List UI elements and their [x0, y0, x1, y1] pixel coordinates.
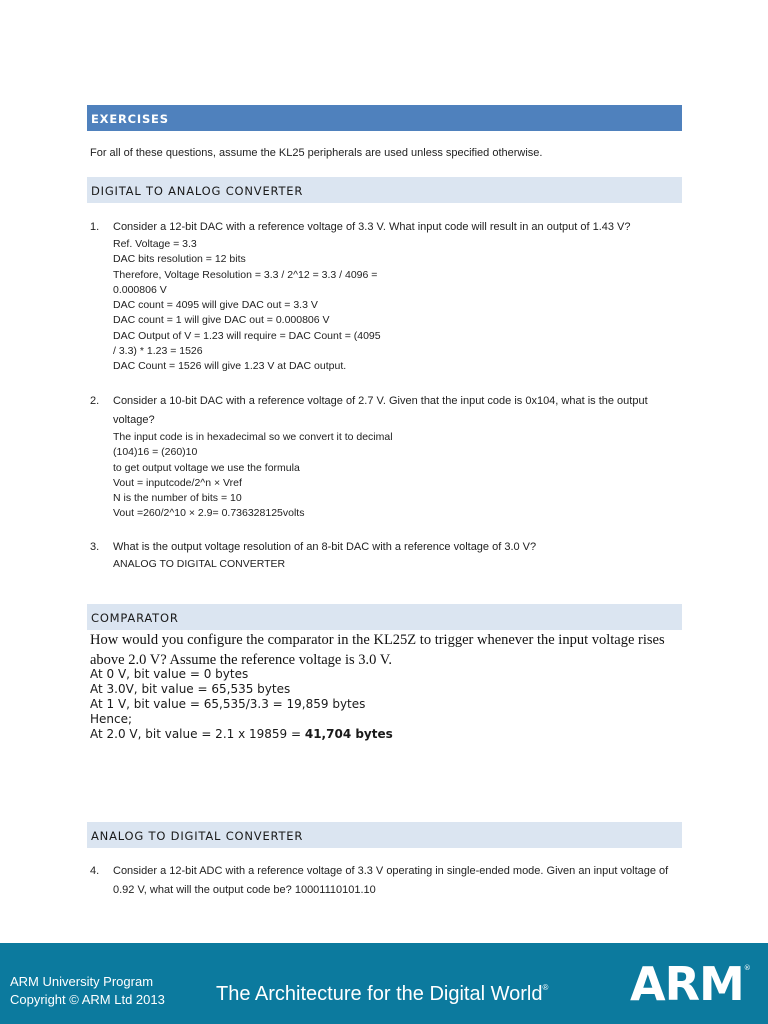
answer-line: Ref. Voltage = 3.3	[113, 238, 197, 250]
copyright-text: Copyright © ARM Ltd 2013	[10, 992, 165, 1007]
tagline-text: The Architecture for the Digital World	[216, 983, 543, 1005]
answer-block	[113, 430, 685, 522]
answer-line: At 1 V, bit value = 65,535/3.3 = 19,859 bytes	[90, 697, 366, 711]
comparator-question: How would you configure the comparator in the KL25Z to trigger whenever the input voltage rises above 2.0 V? Assume the reference voltage is 3.0 V.	[90, 632, 665, 668]
answer-line: DAC Output of V = 1.23 will require = DAC Count = (4095	[113, 329, 381, 342]
answer-result: 41,704 bytes	[304, 727, 393, 741]
intro-text: For all of these questions, assume the KL25 peripherals are used unless specified otherwise.	[90, 147, 543, 159]
arm-logo	[630, 957, 750, 1011]
answer-line: The input code is in hexadecimal so we convert it to decimal	[113, 431, 393, 443]
section-header-adc: ANALOG TO DIGITAL CONVERTER	[87, 822, 682, 848]
answer-line	[90, 727, 393, 742]
question-3	[90, 538, 685, 572]
question-number: 1.	[90, 221, 100, 233]
answer-line: 0.000806 V	[113, 283, 167, 296]
question-number: 2.	[90, 395, 100, 407]
answer-line: Therefore, Voltage Resolution = 3.3 / 2^12 = 3.3 / 4096 =	[113, 268, 378, 281]
answer-line: N is the number of bits = 10	[113, 492, 242, 505]
question-text: What is the output voltage resolution of an 8-bit DAC with a reference voltage of 3.0 V?	[113, 541, 537, 553]
answer-line: At 0 V, bit value = 0 bytes	[90, 667, 249, 681]
exercises-header: EXERCISES	[87, 105, 682, 131]
question-number: 4.	[90, 865, 100, 877]
footer-credits	[10, 973, 165, 1009]
question-1	[90, 218, 685, 375]
comparator-answer	[90, 667, 393, 742]
answer-line: At 3.0V, bit value = 65,535 bytes	[90, 682, 291, 696]
answer-block	[113, 557, 685, 572]
question-number: 3.	[90, 541, 100, 553]
question-2	[90, 392, 685, 522]
logo-text: ARM	[630, 957, 744, 1011]
program-name: ARM University Program	[10, 974, 154, 989]
answer-line: DAC count = 4095 will give DAC out = 3.3 V	[113, 299, 318, 312]
registered-mark: ®	[542, 983, 549, 992]
answer-line: Hence;	[90, 712, 133, 726]
answer-block	[113, 237, 685, 375]
registered-mark: ®	[743, 964, 750, 972]
section-header-dac: DIGITAL TO ANALOG CONVERTER	[87, 177, 682, 203]
question-text: Consider a 12-bit ADC with a reference voltage of 3.3 V operating in single-ended mode. Given an input voltage of 0.92 V, what will the output code be? 10001110101.10	[113, 865, 669, 896]
answer-line: DAC bits resolution = 12 bits	[113, 253, 246, 266]
answer-line: / 3.3) * 1.23 = 1526	[113, 345, 203, 358]
answer-line: to get output voltage we use the formula	[113, 461, 300, 474]
answer-line: DAC count = 1 will give DAC out = 0.000806 V	[113, 314, 330, 327]
question-text: Consider a 10-bit DAC with a reference voltage of 2.7 V. Given that the input code is 0x104, what is the output voltage?	[113, 395, 648, 426]
section-header-comparator: COMPARATOR	[87, 604, 682, 630]
answer-line: Vout =260/2^10 × 2.9= 0.736328125volts	[113, 507, 305, 520]
answer-line: (104)16 = (260)10	[113, 446, 198, 459]
answer-line: ANALOG TO DIGITAL CONVERTER	[113, 558, 286, 570]
footer-tagline	[216, 983, 548, 1006]
question-text: Consider a 12-bit DAC with a reference voltage of 3.3 V. What input code will result in an output of 1.43 V?	[113, 221, 631, 233]
question-4	[90, 862, 685, 900]
answer-text: At 2.0 V, bit value = 2.1 x 19859 =	[90, 727, 305, 741]
answer-line: Vout = inputcode/2^n × Vref	[113, 476, 242, 489]
answer-line: DAC Count = 1526 will give 1.23 V at DAC output.	[113, 360, 347, 373]
footer-banner	[0, 943, 768, 1024]
